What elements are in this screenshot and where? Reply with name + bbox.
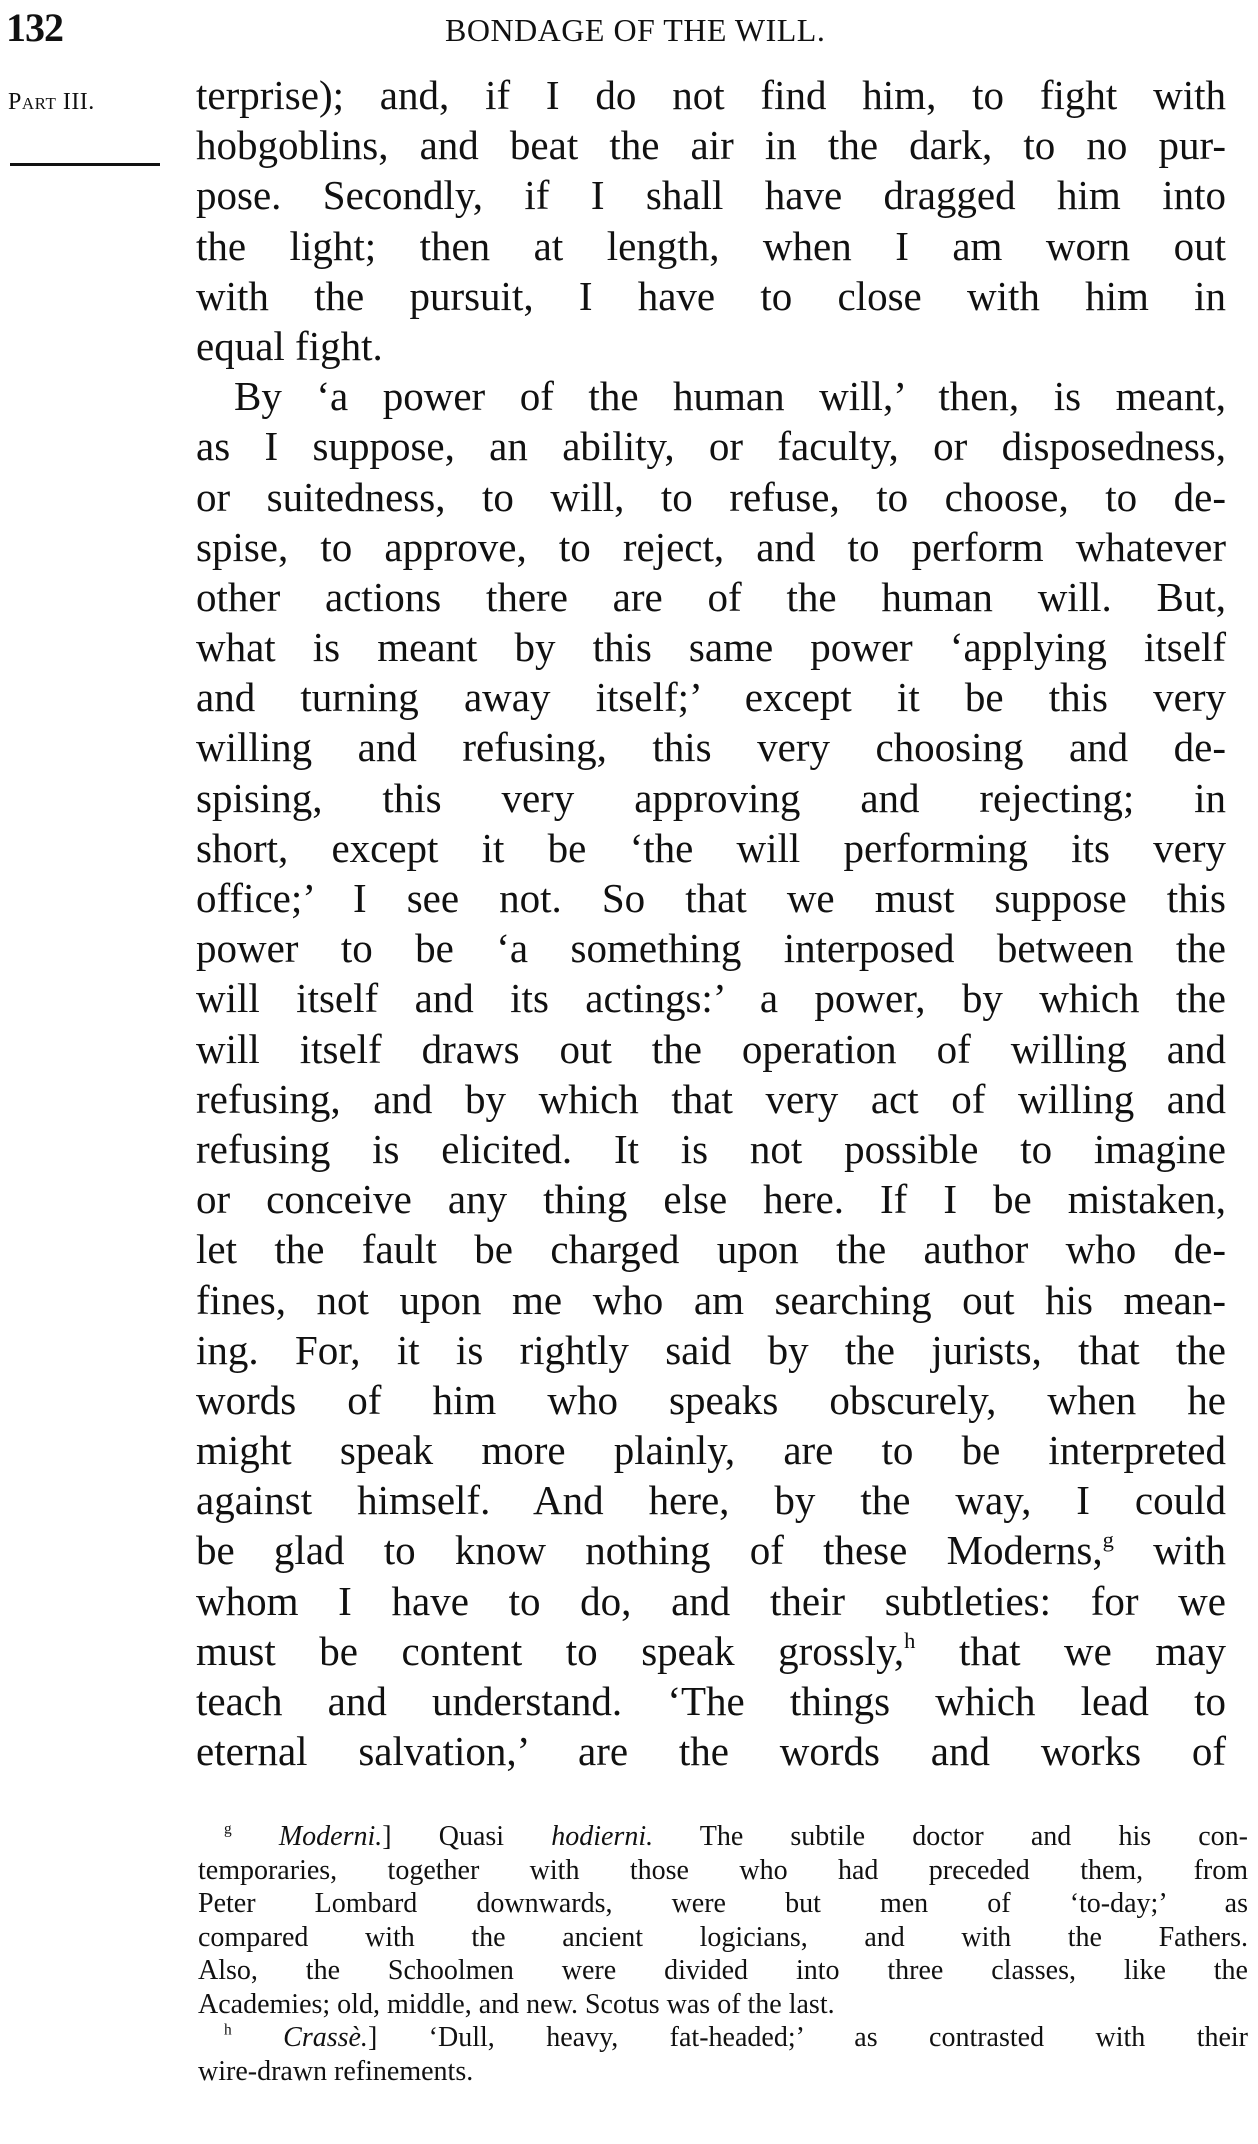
body-line: the light; then at length, when I am worn out xyxy=(196,222,1226,269)
footnote-text: The subtile doctor and his con- xyxy=(653,1821,1249,1852)
body-line: or suitedness, to will, to refuse, to choose, to de- xyxy=(196,473,1226,520)
footnote-ref-h[interactable]: h xyxy=(904,1627,916,1653)
body-line: as I suppose, an ability, or faculty, or disposedness, xyxy=(196,423,1226,470)
body-line: ing. For, it is rightly said by the jurists, that the xyxy=(196,1326,1226,1373)
running-title: BONDAGE OF THE WILL. xyxy=(445,12,826,48)
footnote-line: Academies; old, middle, and new. Scotus was of the last. xyxy=(198,1988,835,2020)
body-line: will itself draws out the operation of willing and xyxy=(196,1025,1226,1072)
body-line: terprise); and, if I do not find him, to fight with xyxy=(196,72,1226,118)
footnote-line: wire-drawn refinements. xyxy=(198,2055,474,2087)
body-line: office;’ I see not. So that we must suppose this xyxy=(196,875,1226,921)
footnote-lemma: Moderni. xyxy=(278,1821,383,1852)
footnote-gloss: hodierni. xyxy=(551,1821,654,1852)
body-line: might speak more plainly, are to be interpreted xyxy=(196,1427,1226,1474)
body-line: with the pursuit, I have to close with him in xyxy=(196,272,1226,319)
body-line: hobgoblins, and beat the air in the dark, to no pur- xyxy=(196,122,1226,169)
body-line-with-footnote-ref xyxy=(196,1626,1226,1676)
body-line-text: that we may xyxy=(915,1627,1226,1674)
body-line-text: must be content to speak grossly, xyxy=(196,1627,905,1674)
footnote-line: Peter Lombard downwards, were but men of ‘to-day;’ as xyxy=(198,1888,1248,1919)
footnote-line: temporaries, together with those who had preceded them, from xyxy=(198,1854,1248,1886)
body-line: will itself and its actings:’ a power, by which the xyxy=(196,975,1226,1022)
body-line: spise, to approve, to reject, and to perform whatever xyxy=(196,523,1226,570)
footnote-ref-g[interactable]: g xyxy=(1102,1527,1114,1553)
body-line: or conceive any thing else here. If I be mistaken, xyxy=(196,1176,1226,1223)
footnote-text: ] ‘Dull, heavy, fat-headed;’ as contrasted with their xyxy=(367,2022,1249,2053)
footnotes xyxy=(198,1820,1248,2088)
footnote-g-first-line xyxy=(198,1820,1248,1854)
body-text xyxy=(196,70,1226,1776)
footnote-text: ] Quasi xyxy=(382,1821,552,1852)
body-line: teach and understand. ‘The things which lead to xyxy=(196,1678,1226,1724)
body-line: fines, not upon me who am searching out his mean- xyxy=(196,1276,1226,1323)
body-line: and turning away itself;’ except it be this very xyxy=(196,674,1226,721)
page-number: 132 xyxy=(6,5,63,50)
body-line: willing and refusing, this very choosing and de- xyxy=(196,724,1226,771)
body-line: refusing, and by which that very act of willing and xyxy=(196,1075,1226,1122)
margin-rule-divider xyxy=(10,163,160,166)
body-line: short, except it be ‘the will performing its very xyxy=(196,824,1226,871)
body-line: let the fault be charged upon the author who de- xyxy=(196,1226,1226,1273)
footnote-line: Also, the Schoolmen were divided into three classes, like the xyxy=(198,1955,1248,1986)
body-line: refusing is elicited. It is not possible to imagine xyxy=(196,1125,1226,1172)
body-line: other actions there are of the human will. But, xyxy=(196,573,1226,620)
body-line: By ‘a power of the human will,’ then, is meant, xyxy=(234,373,1226,420)
body-line: eternal salvation,’ are the words and works of xyxy=(196,1728,1226,1775)
body-line-text: with xyxy=(1113,1527,1226,1574)
body-line: equal fight. xyxy=(196,322,383,369)
footnote-marker-h: h xyxy=(224,2021,232,2039)
footnote-marker-g: g xyxy=(224,1820,232,1838)
footnote-h-first-line xyxy=(198,2021,1248,2055)
body-line-text: be glad to know nothing of these Moderns, xyxy=(196,1527,1103,1574)
body-line: what is meant by this same power ‘applying itself xyxy=(196,624,1226,671)
body-line: words of him who speaks obscurely, when he xyxy=(196,1376,1226,1423)
body-line: power to be ‘a something interposed between the xyxy=(196,925,1226,972)
part-label: Part III. xyxy=(8,89,95,115)
body-line: pose. Secondly, if I shall have dragged him into xyxy=(196,172,1226,219)
body-line: whom I have to do, and their subtleties: for we xyxy=(196,1577,1226,1624)
body-line: spising, this very approving and rejecting; in xyxy=(196,774,1226,821)
footnote-lemma: Crassè. xyxy=(283,2022,368,2053)
body-line-with-footnote-ref xyxy=(196,1525,1226,1575)
footnote-line: compared with the ancient logicians, and with the Fathers. xyxy=(198,1921,1248,1953)
body-line: against himself. And here, by the way, I could xyxy=(196,1477,1226,1524)
